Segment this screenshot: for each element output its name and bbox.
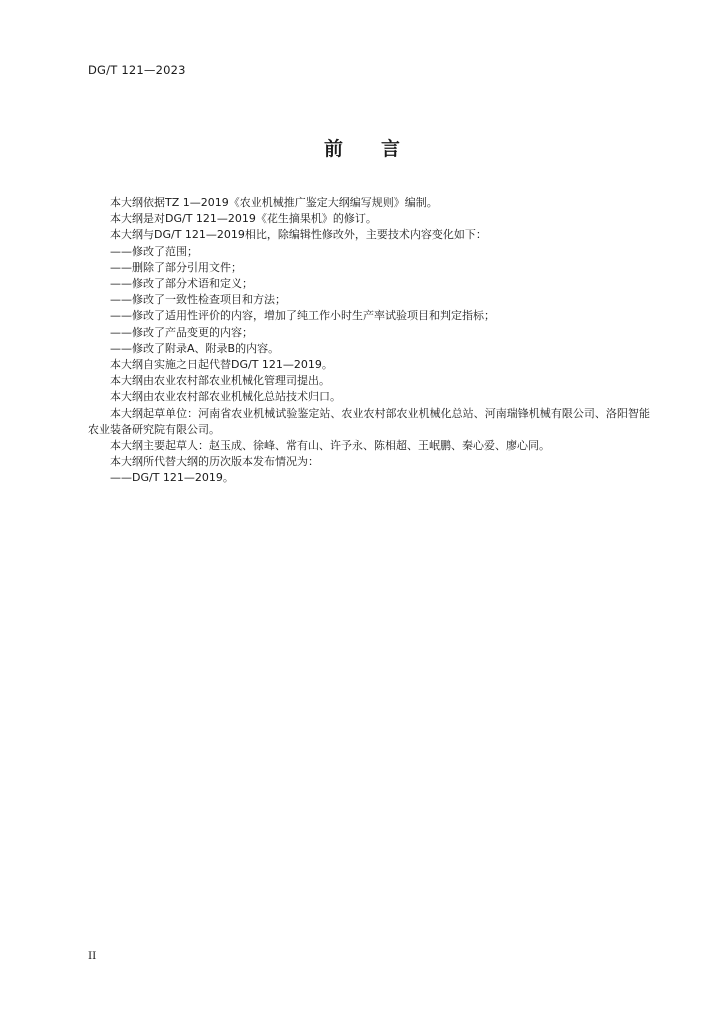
change-item-product-change: ——修改了产品变更的内容；	[110, 325, 253, 339]
foreword-body	[88, 195, 650, 487]
paragraph-proposer: 本大纲由农业农村部农业机械化管理司提出。	[110, 374, 330, 388]
page-title	[0, 134, 724, 161]
change-item-appendices: ——修改了附录A、附录B的内容。	[110, 341, 280, 355]
change-item-applicability: ——修改了适用性评价的内容，增加了纯工作小时生产率试验项目和判定指标；	[110, 309, 495, 323]
title-char-2: 言	[381, 138, 401, 160]
change-item-references: ——删除了部分引用文件；	[110, 260, 242, 274]
paragraph-centralized: 本大纲由农业农村部农业机械化总站技术归口。	[110, 390, 341, 404]
change-item-consistency: ——修改了一致性检查项目和方法；	[110, 293, 286, 307]
page-number: II	[88, 950, 97, 962]
paragraph-history-item: ——DG/T 121—2019。	[110, 471, 234, 485]
paragraph-basis: 本大纲依据TZ 1—2019《农业机械推广鉴定大纲编写规则》编制。	[110, 196, 438, 209]
paragraph-replacement: 本大纲自实施之日起代替DG/T 121—2019。	[110, 358, 333, 372]
paragraph-revision: 本大纲是对DG/T 121—2019《花生摘果机》的修订。	[110, 212, 377, 226]
document-code: DG/T 121—2023	[88, 63, 186, 77]
title-char-1: 前	[323, 138, 343, 160]
change-item-scope: ——修改了范围；	[110, 244, 198, 258]
paragraph-drafting-units: 本大纲起草单位：河南省农业机械试验鉴定站、农业农村部农业机械化总站、河南瑞锋机械有限公司、洛阳智能农业装备研究院有限公司。	[88, 406, 650, 436]
paragraph-changes-intro: 本大纲与DG/T 121—2019相比，除编辑性修改外，主要技术内容变化如下：	[110, 228, 487, 242]
paragraph-drafters: 本大纲主要起草人：赵玉成、徐峰、常有山、许予永、陈相超、王岷鹏、秦心爱、廖心同。	[110, 439, 550, 453]
paragraph-history-intro: 本大纲所代替大纲的历次版本发布情况为：	[110, 455, 319, 469]
change-item-terms: ——修改了部分术语和定义；	[110, 277, 253, 291]
